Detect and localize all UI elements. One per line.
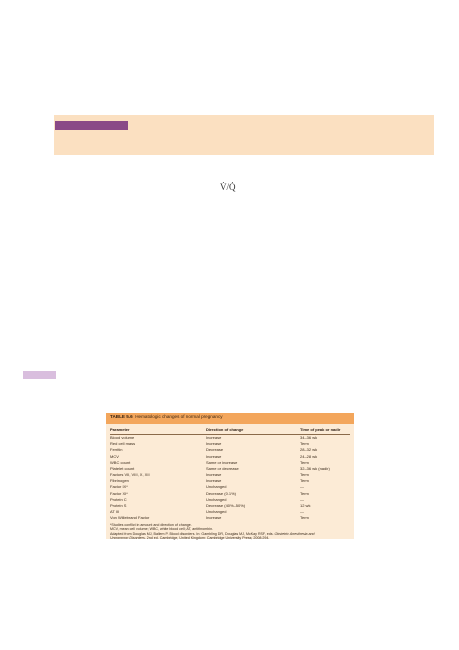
- footnote-1: *Studies conflict in amount and direction of change.: [110, 522, 192, 527]
- cell-direction: Increase: [206, 435, 222, 440]
- cell-parameter: Factor IX*: [110, 484, 128, 490]
- cell-direction: Decrease: [206, 447, 224, 453]
- cell-time: Term: [300, 490, 309, 496]
- cell-time: —: [300, 484, 304, 490]
- cell-direction: Increase: [206, 441, 222, 447]
- table-row: [110, 515, 350, 521]
- table-header-row: [110, 427, 350, 433]
- cell-time: 32–36 wk (nadir): [300, 465, 330, 471]
- cell-direction: Same or increase: [206, 459, 238, 465]
- cell-direction: Unchanged: [206, 509, 227, 515]
- cell-parameter: Protein C: [110, 496, 127, 502]
- cell-parameter: WBC count: [110, 459, 131, 465]
- cell-parameter: MCV: [110, 453, 119, 459]
- table-title-bar: [106, 413, 354, 424]
- cell-parameter: Platelet count: [110, 465, 135, 471]
- cell-time: —: [300, 509, 304, 515]
- cell-direction: Unchanged: [206, 496, 227, 502]
- source-line-2: Uncommon Disorders. 2nd ed. Cambridge, United Kingdom: Cambridge University Press; 2008:294.: [110, 536, 270, 540]
- cell-direction: Same or decrease: [206, 465, 239, 471]
- cell-parameter: Ferritin: [110, 447, 123, 453]
- footnote-2: MCV, mean cell volume; WBC, white blood cell; AT, antithrombin.: [110, 527, 214, 531]
- cell-time: Term: [300, 478, 309, 484]
- column-header-time: Time of peak or nadir: [300, 427, 341, 432]
- cell-direction: Decrease (0.1%): [206, 490, 237, 496]
- margin-marker: [23, 371, 56, 379]
- cell-parameter: Protein S: [110, 502, 127, 508]
- cell-parameter: Fibrinogen: [110, 478, 129, 484]
- cell-direction: Increase: [206, 515, 222, 521]
- cell-time: —: [300, 496, 304, 502]
- cell-direction: Increase: [206, 472, 222, 478]
- cell-time: 12 wk: [300, 502, 311, 508]
- cell-parameter: Von Willebrand Factor: [110, 515, 150, 521]
- column-header-parameter: Parameter: [110, 427, 130, 432]
- table-title: Hematologic changes of normal pregnancy: [135, 414, 223, 419]
- cell-time: 28–32 wk: [300, 447, 318, 453]
- cell-parameter: Blood volume: [110, 435, 135, 440]
- cell-time: 24–28 wk: [300, 453, 318, 459]
- hematologic-changes-table: [106, 413, 354, 539]
- cell-parameter: Factor XI*: [110, 490, 128, 496]
- cell-parameter: Red cell mass: [110, 441, 136, 447]
- source-line-1: Adapted from Douglas MJ, Ballem P. Blood disorders. In: Gambling DR, Douglas MJ, McKay RSF, eds. Obstetric Anesthesia and: [110, 531, 315, 536]
- table-body: [110, 435, 350, 521]
- cell-time: Term: [300, 459, 309, 465]
- cell-parameter: Factors VII, VIII, X, XII: [110, 472, 150, 478]
- cell-direction: Decrease (40%–50%): [206, 502, 246, 508]
- vq-ratio-text: V̇/Q̇: [220, 182, 236, 192]
- column-header-direction: Direction of change: [206, 427, 244, 432]
- table-label: TABLE 5.6: [110, 414, 133, 419]
- cell-time: Term: [300, 515, 309, 521]
- cell-time: Term: [300, 441, 309, 447]
- cell-direction: Unchanged: [206, 484, 227, 490]
- cell-direction: Increase: [206, 478, 222, 484]
- cell-direction: Increase: [206, 453, 222, 459]
- cell-time: Term: [300, 472, 309, 478]
- cell-parameter: AT III: [110, 509, 120, 515]
- callout-heading-bar: [55, 121, 128, 130]
- cell-time: 34–36 wk: [300, 435, 318, 440]
